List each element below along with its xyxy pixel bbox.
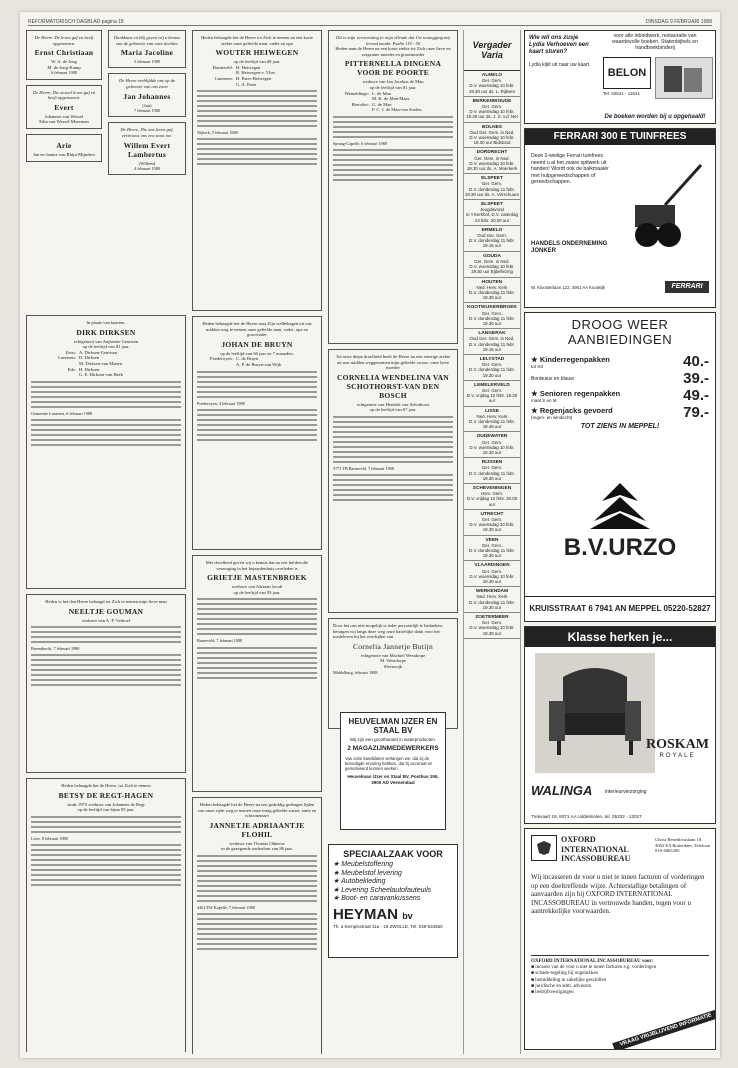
thank-you-notice: Door het ons niet mogelijk is ieder persoonlijk te bedanken, betuigen wij langs deze weg onze hartelijke dank voor het medeleven bij het overlijden van Cornelia Jannetje Butijn echtgenote van Machiel Westdorpe M. Westdorpe Sleeuwijk Middelburg, februari 1988 (328, 618, 458, 729)
column-2 (108, 30, 186, 310)
list-item: ■ bemiddeling in zakelijke geschillen (531, 977, 607, 983)
list-item: GOUDA Ger. Gem. in Ned. D.V. woensdag 10 febr. 19.30 uur Bijbellezing (464, 252, 520, 278)
column-vergader-varia (463, 30, 521, 1054)
deceased-name: DIRK DIRKSEN (76, 327, 136, 337)
bible-verse: Dit is mijn vertroosting in mijn ellende dat Uw toezegging mij levend maakt. Psalm 119 : 50 (336, 35, 450, 46)
ad-belon: Wie wil ons zusje Lydia Verhoeven een kaart sturen? Lydia kijkt uit naar uw kaart. voor alle inbindwerk, restauratie van waardevolle boeken, Statenbijbels en handboekbinderij BELON Tel. 02521 - 11621 De boeken worden bij u opgehaald! (524, 30, 716, 124)
deceased-name: WOUTER HEIWEGEN (215, 48, 299, 58)
ad-roskam: Klasse herken je... ROSKAM ROYALE WALINGA interieurverzorging Trekvaart 19, 8071 AA Uddelmolen, tel. 05202 - 12027 (524, 626, 716, 824)
list-item: ★ Meubelstoffering (333, 861, 393, 868)
list-item: VLAARDINGEN Ger. Gem. D.V. woensdag 10 febr. 19.30 uur (464, 561, 520, 587)
ad-urzo: DROOG WEER AANBIEDINGEN ★ Kinderregenpakken tot XS 40.- Bordeaux en blauw 39.- ★ Senioren regenpakken maat S en M 49.- ★ Regenjacks gevoerd (regen- en windecht) 79.- TOT ZIENS IN MEPPEL! B.V.URZO KRUISSTRAAT 6 7941 AN MEPPEL 05220-52827 (524, 312, 716, 622)
ad-oxford: OXFORD INTERNATIONAL INCASSOBUREAU Christ Benedictuslaan 10, 3062 EA Rotterdam, Telefoon 010-4063200 Wij incasseren de voor u niet te innen facturen of vorderingen op een doeltreffende wijze. Achterstallige betalingen of aanvaarden zijn bij OXFORD INTERNATIONAL INCASSOBUREAU in vertrouwde handen, tegen voor u aantrekkelijke voorwaarden. OXFORD INTERNATIONAL INCASSOBUREAU voor: ■ incasso van de voor u niet te innen facturen e.g. vorderingen ■ schade-regeling bij ongelukken ■ bemiddeling in zakelijke geschillen ■ juridische en adm. adviezen ■ bedrijfsvestigingen VRAAG VRIJBLIJVEND INFORMATIE (524, 828, 716, 1050)
list-item: Bordeaux en blauw 39.- (531, 370, 709, 387)
vergader-varia-logo: Vergader Varia (464, 30, 520, 71)
death-notice: Heden is het den Heere behaagd tot Zich te nemen mijn lieve man NEELTJE GOUMAN weduwe van A. P. Verhoef Barendrecht, 7 februari 1988 (26, 594, 186, 773)
tiller-image (625, 155, 711, 255)
list-item: ★ Boot- en caravankussens (333, 895, 421, 902)
death-notice: Heden behaagde het de Heere tot Zich te nemen na een korte ziekte onze geliefde man, vader en opa WOUTER HEIWEGEN op de leeftijd van 68 jaar. Barneveld: H. Heiwegen R. Heiwegen-v. Vliet Lunteren: H. Pater-Heiwegen G. A. Pater Nijkerk, 5 februari 1988 (192, 30, 322, 311)
deceased-name: Cornelia Jannetje Butijn (352, 641, 434, 651)
stamp-banner: VRAAG VRIJBLIJVEND INFORMATIE (612, 1009, 716, 1050)
column-1-obituaries (26, 315, 186, 1052)
list-item: VEEN Ger. Gem. D.V. donderdag 11 febr. 19.30 uur (464, 536, 520, 562)
list-item: ★ Autobekleding (333, 878, 386, 885)
list-item: ★ Kinderregenpakken tot XS 40.- (531, 353, 709, 370)
list-item: BERKENWOUDE Ger. Gem. D.V. woensdag 10 febr. 19.30 uur ds. J. S. v.d. Net (464, 97, 520, 123)
list-item: ALMELO Ger. Gem. D.V. woensdag 10 febr. 19.30 uur ds. L. Rijksen (464, 71, 520, 97)
list-item: OUDEWATER Ger. Gem. D.V. woensdag 10 febr. 19.30 uur (464, 432, 520, 458)
deceased-name: PITTERNELLA DINGENA VOOR DE POORTE (344, 59, 442, 78)
list-item: RIJSSEN Ger. Gem. D.V. donderdag 11 febr. 19.30 uur (464, 458, 520, 484)
list-item: ★ Regenjacks gevoerd (regen- en windecht) 79.- (531, 404, 709, 421)
birth-notice: Dankbaar en blij geven wij u kennis van de geboorte van onze dochter Maria Jacoline 5 februari 1988 (108, 30, 186, 68)
list-item: HOUTEN Ned. Herv. Kerk D.V. donderdag 11 febr. 19.30 uur (464, 278, 520, 304)
birth-notice: Arie Jan en Jannie van Rhijn-Mijnders (26, 134, 102, 162)
list-item: SCHEVENINGEN Herv. Gem. D.V. vrijdag 12 febr. 20.00 uur (464, 484, 520, 510)
birth-notice: De Heere, Die zoveel leven gaf en heeft opgenomen. Evert Johannes van Wessel Edia van Wessel-Moerman (26, 85, 102, 129)
list-item: ■ schade-regeling bij ongelukken (531, 971, 599, 977)
list-item: LANGERAK Oud Ger. Gem. in Ned. D.V. donderdag 11 febr. 19.15 uur (464, 329, 520, 355)
child-name: Jan Johannes (123, 91, 171, 101)
child-name: Arie (56, 140, 72, 150)
urzo-logo: B.V.URZO (563, 534, 677, 561)
urzo-symbol-icon (580, 481, 660, 531)
roskam-logo: ROSKAM (646, 737, 709, 752)
list-item: LISSE Ned. Herv. Kerk D.V. donderdag 11 febr. 19.45 uur (464, 407, 520, 433)
deceased-name: GRIETJE MASTENBROEK (207, 573, 307, 583)
birth-notice: De Heere. De leven gaf en heeft opgenomen. Ernst Christiaan W. A. de Jong M. de Jong-Kamp 6 februari 1988 (26, 30, 102, 80)
walinga-logo: WALINGA (531, 783, 593, 798)
child-name: Maria Jacoline (120, 48, 174, 58)
list-item: DORDRECHT Ger. Gem. in Ned. D.V. woensdag 10 febr. 19.30 uur ds. A. Moerkerk (464, 148, 520, 174)
list-item: ERMELO Oud Ger. Gem. D.V. donderdag 11 febr. 19.15 uur (464, 226, 520, 252)
death-notice: Met droefheid geven wij u kennis dat na een liefdevolle verzorging in het bejaardenhuis overleden is GRIETJE MASTENBROEK weduwe van Adriaan Jacob op de leeftijd van 93 jaar. Barneveld, 7 februari 1988 (192, 555, 322, 792)
list-item: LELYSTAD Ger. Gem. D.V. donderdag 11 febr. 19.30 uur (464, 355, 520, 381)
header-right: DINSDAG 9 FEBRUARI 1988 (645, 19, 712, 25)
birth-notice: De Heere verblijdde ons op de geboorte van ons zoon Jan Johannes (Jan) 7 februari 1988 (108, 73, 186, 117)
header-left: REFORMATORISCH DAGBLAD pagina 18 (28, 19, 124, 25)
child-name: Willem Evert Lambertus (123, 140, 171, 159)
newspaper-page (20, 12, 720, 1058)
armchair-image (535, 653, 655, 773)
death-notice: Heden behaagde het de Heere na een geduldig gedragen lijden van onze zijde weg te nemen onze innig geliefde zuster, tante en schoonzuster JANNETJE ADRIAANTJE FLOHIL weduwe van Thomas Okkerse in de gezegende ouderdom van 86 jaar. 4401 EW Kapelle, 7 februari 1988 (192, 797, 322, 1054)
list-item: WERKENDAM Ned. Herv. Kerk D.V. donderdag 11 febr. 19.30 uur (464, 587, 520, 613)
book-icon (655, 57, 713, 99)
death-notice: Heden behaagde het de Heere, tot Zich te nemen BETSY DE REGT-HAGEN sinds 1975 weduwe van Johannes de Regt op de leeftijd van bijna 93 jaar. Lisse, 8 februari 1988 (26, 778, 186, 1052)
list-item: BOLNES Oud Ger. Gem. in Ned. D.V. woensdag 10 febr. 19.30 uur Bidstond (464, 123, 520, 149)
ad-ferrari: FERRARI 300 E TUINFREES Deze 2-wielige Ferrari tuinfrees neemt u al het zware spitwerk uit handen! Wordt ook de balkmaaiër met hulpgereedschappen of gereedschappen. HANDELS ONDERNEMING JONKER W. Kloosterlaan 122, 3901 AA Kootwijk FERRARI (524, 128, 716, 308)
list-item: ★ Senioren regenpakken maat S en M 49.- (531, 387, 709, 404)
list-item: UTRECHT Ger. Gem. D.V. woensdag 10 febr. 19.30 uur (464, 510, 520, 536)
death-notice: Dit is mijn vertroosting in mijn ellende dat Uw toezegging mij levend maakt. Psalm 119 : 50 Heden nam de Heere na een korte ziekte tot Zich onze lieve en zorgzame moeder en grootmoeder PITTERNELLA DINGENA VOOR DE POORTE weduwe van Jan Jacobus de Man op de leeftijd van 81 jaar. Wemeldinge: L. de Man M. K. de Man-Maas Biervliet: G. de Man P. C. J. de Man-van Soelen Sprang-Capelle, 6 februari 1988 (328, 30, 458, 344)
death-notice: Tot onze diepe droefheid heeft de Heere na een ernstige ziekte uit ons midden weggenomen mijn geliefde vrouw, onze lieve moeder CORNELIA WENDELINA VAN SCHOTHORST-VAN DEN BOSCH echtgenote van Hendrik van Schothorst op de leeftijd van 67 jaar. 3771 TB Barneveld, 7 februari 1988 (328, 349, 458, 613)
death-notice: In plaats van kaarten. DIRK DIRKSEN echtgenoot van Anjenette Geurtsen op de leeftijd van 81 jaar. Zeist: A. Dirksen-Geurtsen Lunteren: D. Dirksen M. Dirksen-van Manen Ede: H. Dirksen G. E. Dirksen-van Beek Gemeente Lunteren, 6 februari 1988 (26, 315, 186, 589)
column-3 (192, 30, 322, 1054)
deceased-name: JOHAN DE BRUYN (221, 339, 293, 349)
deceased-name: NEELTJE GOUMAN (68, 606, 144, 616)
ad-heyman: SPECIAALZAAK VOOR ★ Meubelstoffering ★ Meubelstof levering ★ Autobekleding ★ Levering Scheelautofauteuils ★ Boot- en caravankussens HEYMAN bv Th. a Kempisstraat 11a - 19 ZWOLLE, Tel. 038-534560 (328, 844, 458, 958)
church-listing (464, 71, 520, 639)
list-item: ELSPEET Ger. Gem. D.V. donderdag 11 febr. 19.30 uur ds. A. Verschuure (464, 174, 520, 200)
child-name: Ernst Christiaan (34, 48, 94, 58)
birth-notice: De Heere, Die ons leven gaf, vertrouwt ons een zoon toe. Willem Evert Lambertus (Willem) 4 februari 1988 (108, 122, 186, 175)
deceased-name: CORNELIA WENDELINA VAN SCHOTHORST-VAN DEN BOSCH (336, 372, 450, 400)
death-notice: Heden behaagde het de Heere naar Zijn welbehagen uit ons midden weg te nemen onze geliefde man, vader, opa en grootvader JOHAN DE BRUYN op de leeftijd van 66 jaar en 7 maanden. Poederoyen: C. de Bruyn A. P. de Bruyn-van Wijk Poederoyen, 4 februari 1988 (192, 316, 322, 550)
list-item: ZOETERMEER Ger. Gem. D.V. woensdag 10 febr. 19.30 uur (464, 613, 520, 639)
oxford-shield-icon (531, 835, 557, 861)
list-item: ■ incasso van de voor u niet te innen facturen e.g. vorderingen (531, 965, 657, 971)
list-item: LEMELERVELD Ger. Gem. D.V. vrijdag 12 febr. 19.30 uur (464, 381, 520, 407)
list-item: KOOTWIJKERBROEK Ger. Gem. D.V. donderdag 11 febr. 19.30 uur (464, 303, 520, 329)
ferrari-logo: FERRARI (665, 281, 709, 293)
belon-logo: BELON (603, 57, 651, 89)
heyman-logo: HEYMAN (333, 905, 399, 923)
child-name: Evert (54, 102, 74, 112)
list-item: ★ Levering Scheelautofauteuils (333, 886, 432, 894)
list-item: ■ bedrijfsvestigingen (531, 990, 574, 996)
running-header (28, 15, 712, 26)
list-item: ELSPEET Jeugdavond in 't Kerkhof, D.V. zaterdag 13 febr. 20.00 uur (464, 200, 520, 226)
list-item: ★ Meubelstof levering (333, 869, 402, 877)
list-item: ■ juridische en adm. adviezen (531, 983, 592, 989)
ad-heuvelman: HEUVELMAN IJZER EN STAAL BV Wij zijn een groothandel in waterproducten. 2 MAGAZIJNMEDEWERKERS Van onze kandidaten verlangen we: dat zij de benodigde ervaring hebben, dat zij accuraat en gemotiveerd kunnen werken. Heuvelman IJzer en Staal BV, Postbus 155, 3900 AD Veenendaal (340, 712, 446, 830)
deceased-name: BETSY DE REGT-HAGEN (58, 790, 154, 800)
deceased-name: JANNETJE ADRIAANTJE FLOHIL (209, 820, 305, 839)
